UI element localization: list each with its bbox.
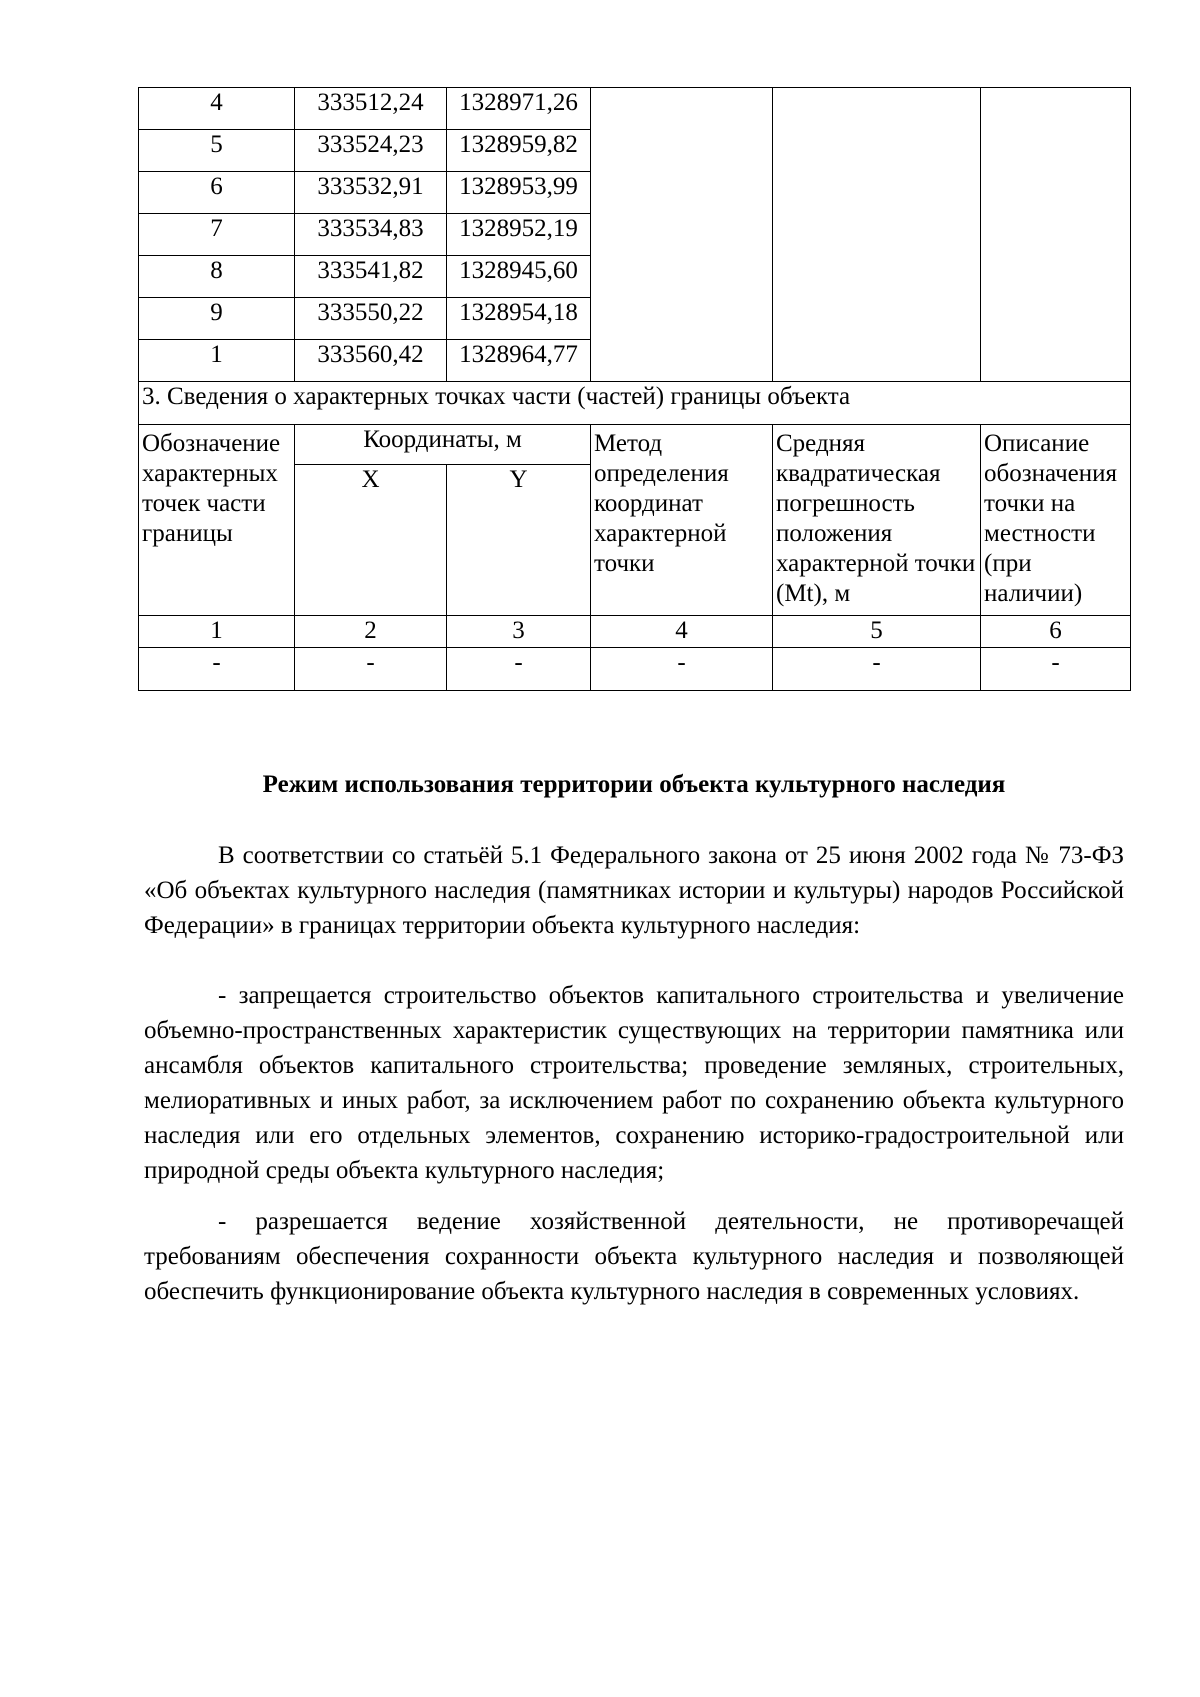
dash-cell: - [981,648,1131,691]
x-coordinate: 333560,42 [295,340,447,382]
header-row [139,425,1131,465]
coordinates-table [138,87,1131,691]
paragraph-intro: В соответствии со статьёй 5.1 Федерального закона от 25 июня 2002 года № 73-ФЗ «Об объектах культурного наследия (памятниках истории и культуры) народов Российской Федерации» в границах территории объекта культурного наследия: [144,842,1124,939]
x-coordinate: 333512,24 [295,88,447,130]
y-coordinate: 1328964,77 [447,340,591,382]
y-coordinate: 1328954,18 [447,298,591,340]
y-coordinate: 1328952,19 [447,214,591,256]
column-numbers-row [139,616,1131,648]
x-coordinate: 333541,82 [295,256,447,298]
y-coordinate: 1328953,99 [447,172,591,214]
column-number: 5 [773,616,981,648]
regime-heading: Режим использования территории объекта культурного наследия [262,771,1006,798]
header-y: Y [447,465,591,616]
dash-cell: - [773,648,981,691]
paragraph-permitted: - разрешается ведение хозяйственной деятельности, не противоречащей требованиям обеспечения сохранности объекта культурного наследия и позволяющей обеспечить функционирование объекта культурного наследия в современных условиях. [144,1208,1124,1305]
header-x: X [295,465,447,616]
x-coordinate: 333532,91 [295,172,447,214]
point-number: 6 [139,172,295,214]
y-coordinate: 1328945,60 [447,256,591,298]
x-coordinate: 333550,22 [295,298,447,340]
table-row [139,88,1131,130]
point-number: 1 [139,340,295,382]
paragraph-prohibited: - запрещается строительство объектов капитального строительства и увеличение объемно-пространственных характеристик существующих на территории памятника или ансамбля объектов капитального строительства; проведение земляных, строительных, мелиоративных и иных работ, за исключением работ по сохранению объекта культурного наследия или его отдельных элементов, сохранению историко-градостроительной или природной среды объекта культурного наследия; [144,982,1124,1184]
column-number: 3 [447,616,591,648]
header-error: Средняя квадратическая погрешность положения характерной точки (Mt), м [773,425,981,616]
y-coordinate: 1328959,82 [447,130,591,172]
point-number: 9 [139,298,295,340]
y-coordinate: 1328971,26 [447,88,591,130]
dash-cell: - [591,648,773,691]
point-number: 4 [139,88,295,130]
point-number: 8 [139,256,295,298]
header-designation: Обозначение характерных точек части границы [139,425,295,616]
dash-cell: - [295,648,447,691]
column-number: 2 [295,616,447,648]
dash-cell: - [447,648,591,691]
point-number: 5 [139,130,295,172]
empty-description-cell [981,88,1131,382]
table-row [139,648,1131,691]
column-number: 6 [981,616,1131,648]
header-description: Описание обозначения точки на местности (при наличии) [981,425,1131,616]
section-title-row [139,382,1131,425]
section-title: 3. Сведения о характерных точках части (частей) границы объекта [139,382,1131,425]
x-coordinate: 333534,83 [295,214,447,256]
column-number: 4 [591,616,773,648]
point-number: 7 [139,214,295,256]
x-coordinate: 333524,23 [295,130,447,172]
column-number: 1 [139,616,295,648]
empty-method-cell [591,88,773,382]
header-coordinates: Координаты, м [295,425,591,465]
header-method: Метод определения координат характерной точки [591,425,773,616]
empty-error-cell [773,88,981,382]
dash-cell: - [139,648,295,691]
